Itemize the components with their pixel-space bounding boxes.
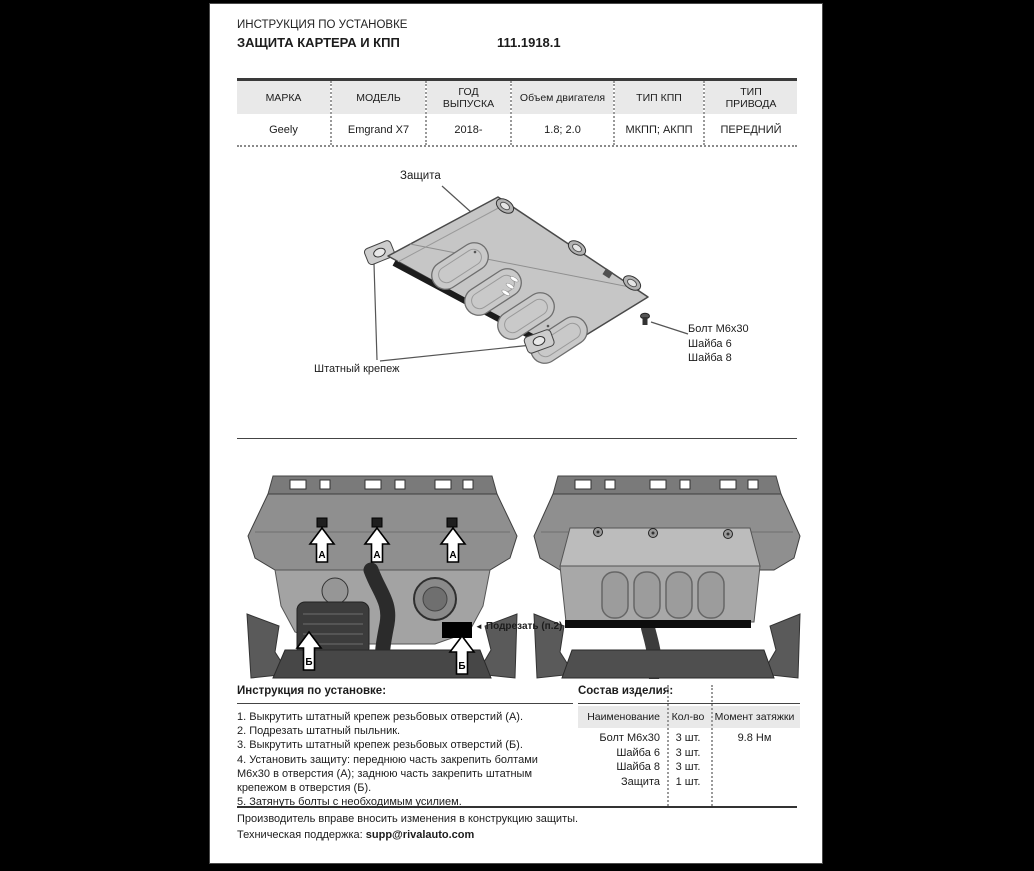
parts-col-torque: Момент затяжки — [714, 711, 795, 723]
instruction-step: 1. Выкрутить штатный крепеж резьбовых отверстий (А). — [237, 711, 523, 723]
vehicle-col-model — [330, 81, 425, 145]
parts-row — [578, 731, 800, 746]
page-title: ЗАЩИТА КАРТЕРА И КПП — [237, 35, 400, 50]
part-qty: 3 шт. — [675, 761, 701, 773]
col-header: Объем двигателя — [519, 91, 606, 104]
part-torque — [711, 775, 798, 790]
instruction-step: 2. Подрезать штатный пыльник. — [237, 725, 401, 738]
support-email: supp@rivalauto.com — [365, 829, 475, 841]
hardware-line: Шайба 8 — [688, 352, 732, 364]
part-name: Шайба 6 — [616, 746, 660, 759]
shield-small-opening — [322, 578, 348, 604]
underside-after-figure — [532, 474, 802, 679]
col-header: ТИП КПП — [636, 91, 682, 104]
parts-header-row — [578, 706, 800, 728]
instructions-list — [237, 710, 573, 809]
cut-note — [475, 621, 562, 632]
factory-fastener-label: Штатный крепеж — [314, 363, 400, 375]
cell-drive: ПЕРЕДНИЙ — [720, 123, 782, 136]
instructions-rule — [237, 703, 573, 704]
vehicle-col-brand — [237, 81, 330, 145]
part-name: Болт М6х30 — [599, 732, 660, 744]
part-torque — [711, 760, 798, 775]
cut-note-text: Подрезать (п.2) — [485, 621, 563, 632]
vehicle-col-engine — [510, 81, 613, 145]
hardware-line: Болт М6х30 — [688, 323, 749, 335]
plate-label: Защита — [400, 170, 441, 182]
part-number: 111.1918.1 — [497, 35, 561, 50]
vehicle-spec-table — [237, 78, 797, 147]
plate-edge-shadow — [565, 620, 751, 628]
col-header: ГОД ВЫПУСКА — [442, 85, 495, 110]
cell-engine: 1.8; 2.0 — [544, 123, 581, 136]
part-qty: 3 шт. — [675, 746, 701, 759]
instruction-step: 5. Затянуть болты с необходимым усилием. — [237, 796, 462, 809]
part-qty: 1 шт. — [675, 775, 701, 788]
parts-col-name: Наименование — [587, 711, 660, 723]
leader-line-fastener-2 — [380, 345, 532, 361]
leader-line-fastener-1 — [374, 264, 377, 360]
cell-year: 2018- — [454, 123, 483, 136]
part-torque: 9.8 Нм — [737, 732, 772, 744]
parts-rows — [578, 731, 800, 789]
section-divider — [237, 438, 797, 439]
col-header: МОДЕЛЬ — [356, 91, 401, 104]
part-qty: 3 шт. — [675, 732, 701, 744]
footer-support — [237, 829, 474, 841]
parts-row — [578, 746, 800, 761]
bolt-icon — [641, 313, 650, 325]
support-label: Техническая поддержка: — [237, 829, 366, 841]
plate-dot — [474, 251, 477, 254]
part-name: Шайба 8 — [616, 761, 660, 773]
parts-row — [578, 775, 800, 790]
vehicle-col-drive — [703, 81, 797, 145]
cell-gearbox: МКПП; АКПП — [625, 123, 693, 136]
instructions-heading: Инструкция по установке: — [237, 685, 387, 697]
cell-model: Emgrand X7 — [347, 123, 410, 136]
parts-table-divider — [711, 685, 713, 806]
col-header: ТИП ПРИВОДА — [725, 85, 777, 110]
part-name: Защита — [621, 775, 660, 788]
parts-table-divider — [667, 685, 669, 806]
hole-marker-letter: А — [318, 550, 326, 561]
hardware-labels — [688, 322, 749, 366]
instruction-step: 4. Установить защиту: переднюю часть закрепить болтами М6х30 в отверстия (А); заднюю часть закрепить штатным крепежом в отверстия (Б). — [237, 753, 538, 795]
shield-round-inner — [423, 587, 447, 611]
plate-dot — [547, 325, 550, 328]
document-page — [209, 3, 823, 864]
instruction-step: 3. Выкрутить штатный крепеж резьбовых отверстий (Б). — [237, 739, 523, 752]
vehicle-col-year — [425, 81, 510, 145]
subframe — [562, 650, 774, 678]
cut-area-rect — [442, 622, 472, 638]
footer-disclaimer: Производитель вправе вносить изменения в конструкцию защиты. — [237, 813, 579, 825]
parts-rule — [578, 703, 800, 704]
hole-marker-letter: Б — [305, 657, 313, 668]
doc-type-label: ИНСТРУКЦИЯ ПО УСТАНОВКЕ — [237, 19, 408, 31]
plate-diagram — [310, 164, 810, 414]
parts-heading: Состав изделия: — [578, 685, 674, 697]
leader-line-bolt — [651, 322, 688, 334]
hole-marker-letter: Б — [458, 661, 466, 672]
parts-col-qty: Кол-во — [671, 711, 705, 723]
cell-brand: Geely — [269, 123, 298, 136]
underside-before-figure — [245, 474, 520, 679]
hole-marker-letter: А — [373, 550, 381, 561]
part-torque — [711, 746, 798, 761]
vehicle-col-gearbox — [613, 81, 703, 145]
footer-rule — [237, 806, 797, 808]
col-header: МАРКА — [265, 91, 302, 104]
cut-pointer-icon: ◄ — [475, 621, 483, 631]
plate-left-tab — [363, 239, 395, 265]
parts-row — [578, 760, 800, 775]
hole-marker-letter: А — [449, 550, 457, 561]
hardware-line: Шайба 6 — [688, 337, 732, 350]
